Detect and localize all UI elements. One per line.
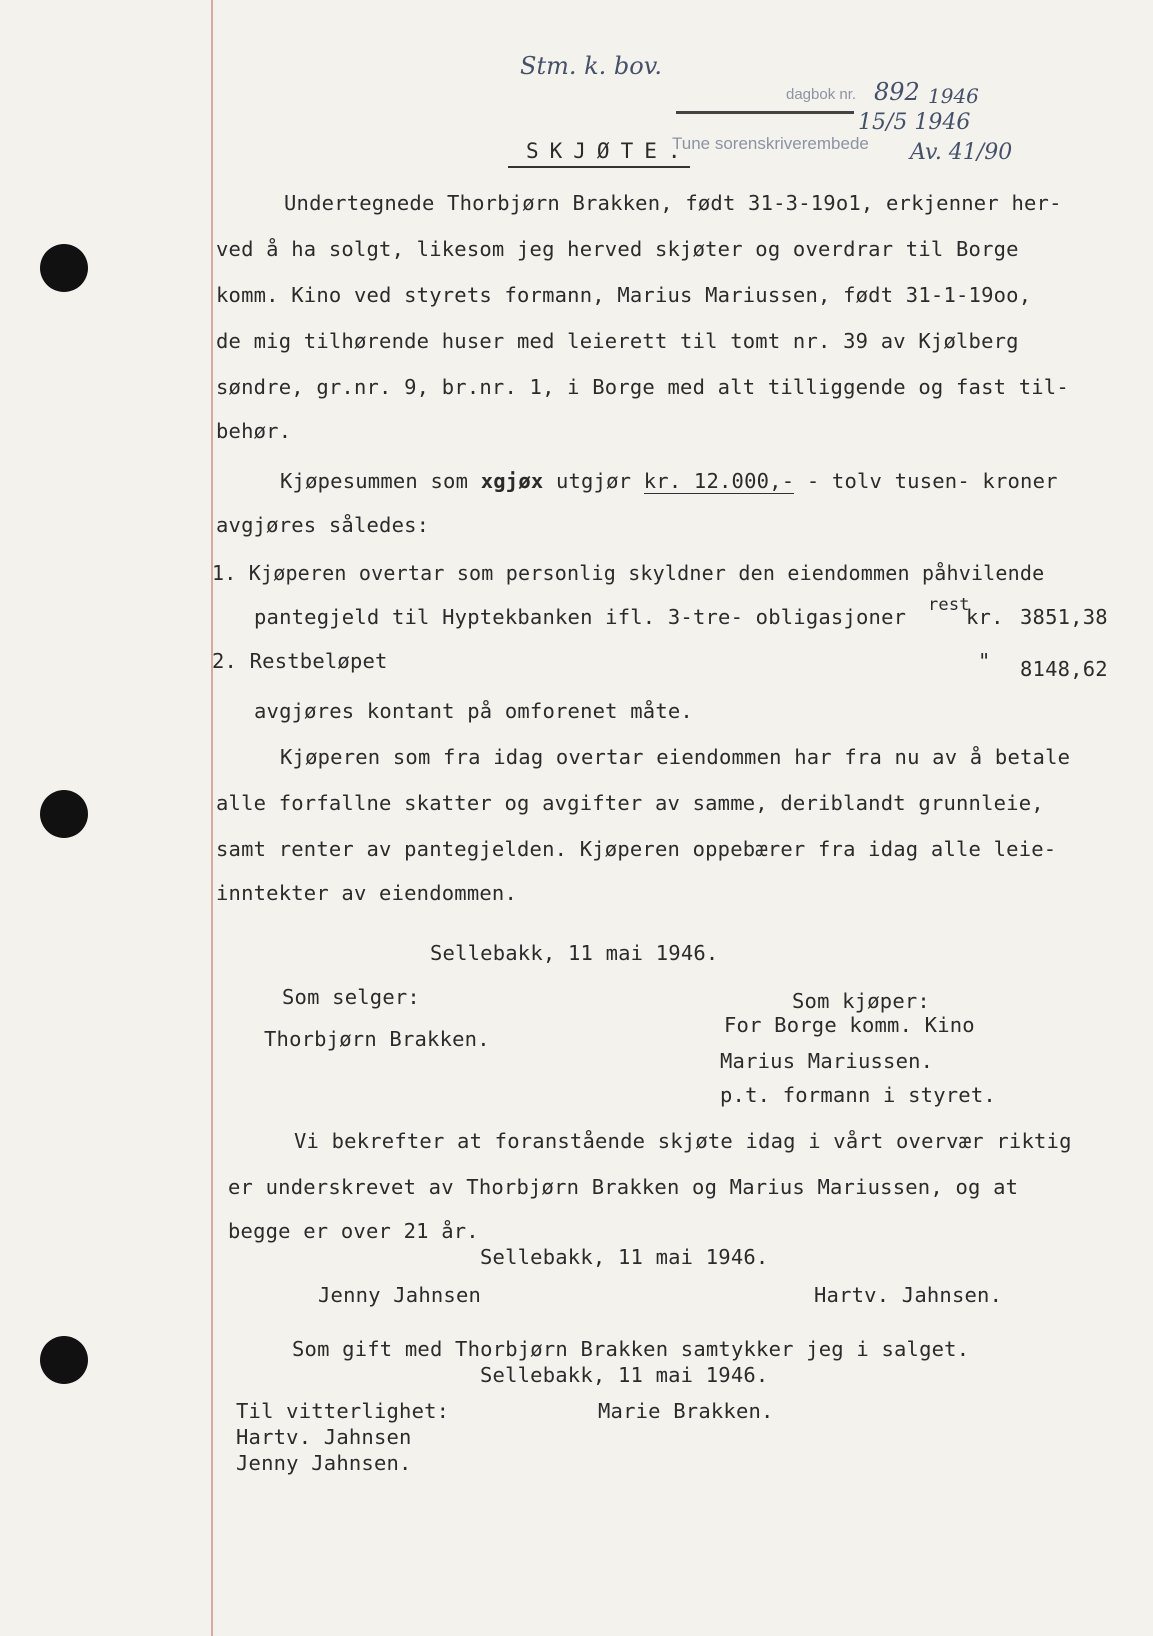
stamp-dagbok: dagbok nr. — [786, 86, 857, 103]
buyer-line-3: p.t. formann i styret. — [720, 1083, 996, 1107]
handwritten-year: 1946 — [928, 84, 979, 108]
item1-line2: pantegjeld til Hyptekbanken ifl. 3-tre- obligasjoner — [254, 605, 907, 629]
punch-hole-2 — [40, 790, 88, 838]
p1-line-6: behør. — [216, 419, 292, 443]
item1-insert: rest — [928, 595, 970, 615]
date-line: Sellebakk, 11 mai 1946. — [430, 941, 719, 965]
item2-label: 2. Restbeløpet — [212, 649, 388, 673]
p1-line-4: de mig tilhørende huser med leierett til tomt nr. 39 av Kjølberg — [216, 329, 1019, 353]
margin-line — [211, 0, 213, 1636]
seller-label: Som selger: — [282, 985, 420, 1009]
price-line — [280, 468, 1058, 494]
item2-ditto: " — [978, 649, 991, 673]
document-title: SKJØTE. — [526, 139, 692, 163]
witness-date: Sellebakk, 11 mai 1946. — [480, 1245, 769, 1269]
witness-line-3: begge er over 21 år. — [228, 1219, 479, 1243]
handwritten-note: Stm. k. bov. — [520, 52, 663, 80]
witness-line-1: Vi bekrefter at foranstående skjøte idag i vårt overvær riktig — [294, 1129, 1072, 1153]
price-prefix: Kjøpesummen som — [280, 469, 469, 493]
price-amount: kr. 12.000,- — [643, 469, 795, 493]
p1-line-1: Undertegnede Thorbjørn Brakken, født 31-3-19o1, erkjenner her- — [284, 191, 1062, 215]
stamp-office: Tune sorenskriverembede — [672, 134, 869, 153]
handwritten-number: 892 — [874, 78, 920, 106]
item2-line2: avgjøres kontant på omforenet måte. — [254, 699, 693, 723]
buyer-line-2: Marius Mariussen. — [720, 1049, 934, 1073]
witness-name-1: Jenny Jahnsen — [318, 1283, 482, 1307]
p2-line-3: samt renter av pantegjelden. Kjøperen oppebærer fra idag alle leie- — [216, 837, 1057, 861]
punch-hole-3 — [40, 1336, 88, 1384]
consent-witness-2: Jenny Jahnsen. — [236, 1451, 412, 1475]
consent-witness-1: Hartv. Jahnsen — [236, 1425, 412, 1449]
item1-line1: 1. Kjøperen overtar som personlig skyldner den eiendommen påhvilende — [212, 561, 1045, 585]
price-struck: xgjøx — [480, 469, 544, 493]
consent-label: Til vitterlighet: — [236, 1399, 450, 1423]
punch-hole-1 — [40, 244, 88, 292]
consent-signer: Marie Brakken. — [598, 1399, 774, 1423]
handwritten-ref: Av. 41/90 — [910, 140, 1013, 165]
price-suffix: - tolv tusen- kroner — [806, 469, 1058, 493]
buyer-label: Som kjøper: — [792, 989, 930, 1013]
buyer-line-1: For Borge komm. Kino — [724, 1013, 975, 1037]
witness-name-2: Hartv. Jahnsen. — [814, 1283, 1003, 1307]
item1-tail: kr. — [966, 605, 1004, 629]
p2-line-2: alle forfallne skatter og avgifter av samme, deriblandt grunnleie, — [216, 791, 1044, 815]
consent-line: Som gift med Thorbjørn Brakken samtykker jeg i salget. — [292, 1337, 970, 1361]
witness-line-2: er underskrevet av Thorbjørn Brakken og Marius Mariussen, og at — [228, 1175, 1019, 1199]
consent-date: Sellebakk, 11 mai 1946. — [480, 1363, 769, 1387]
item2-amount: 8148,62 — [1020, 657, 1108, 681]
stamp-strike — [676, 111, 854, 114]
handwritten-date: 15/5 1946 — [858, 110, 971, 135]
item1-amount: 3851,38 — [1020, 605, 1108, 629]
p2-line-4: inntekter av eiendommen. — [216, 881, 518, 905]
seller-name: Thorbjørn Brakken. — [264, 1027, 490, 1051]
p2-line-1: Kjøperen som fra idag overtar eiendommen har fra nu av å betale — [280, 745, 1071, 769]
price-mid: utgjør — [555, 469, 632, 493]
p1-line-5: søndre, gr.nr. 9, br.nr. 1, i Borge med alt tilliggende og fast til- — [216, 375, 1069, 399]
title-underline — [508, 166, 690, 168]
p1-line-3: komm. Kino ved styrets formann, Marius Mariussen, født 31-1-19oo, — [216, 283, 1032, 307]
p1-line-2: ved å ha solgt, likesom jeg herved skjøter og overdrar til Borge — [216, 237, 1019, 261]
price-line-2: avgjøres således: — [216, 513, 430, 537]
